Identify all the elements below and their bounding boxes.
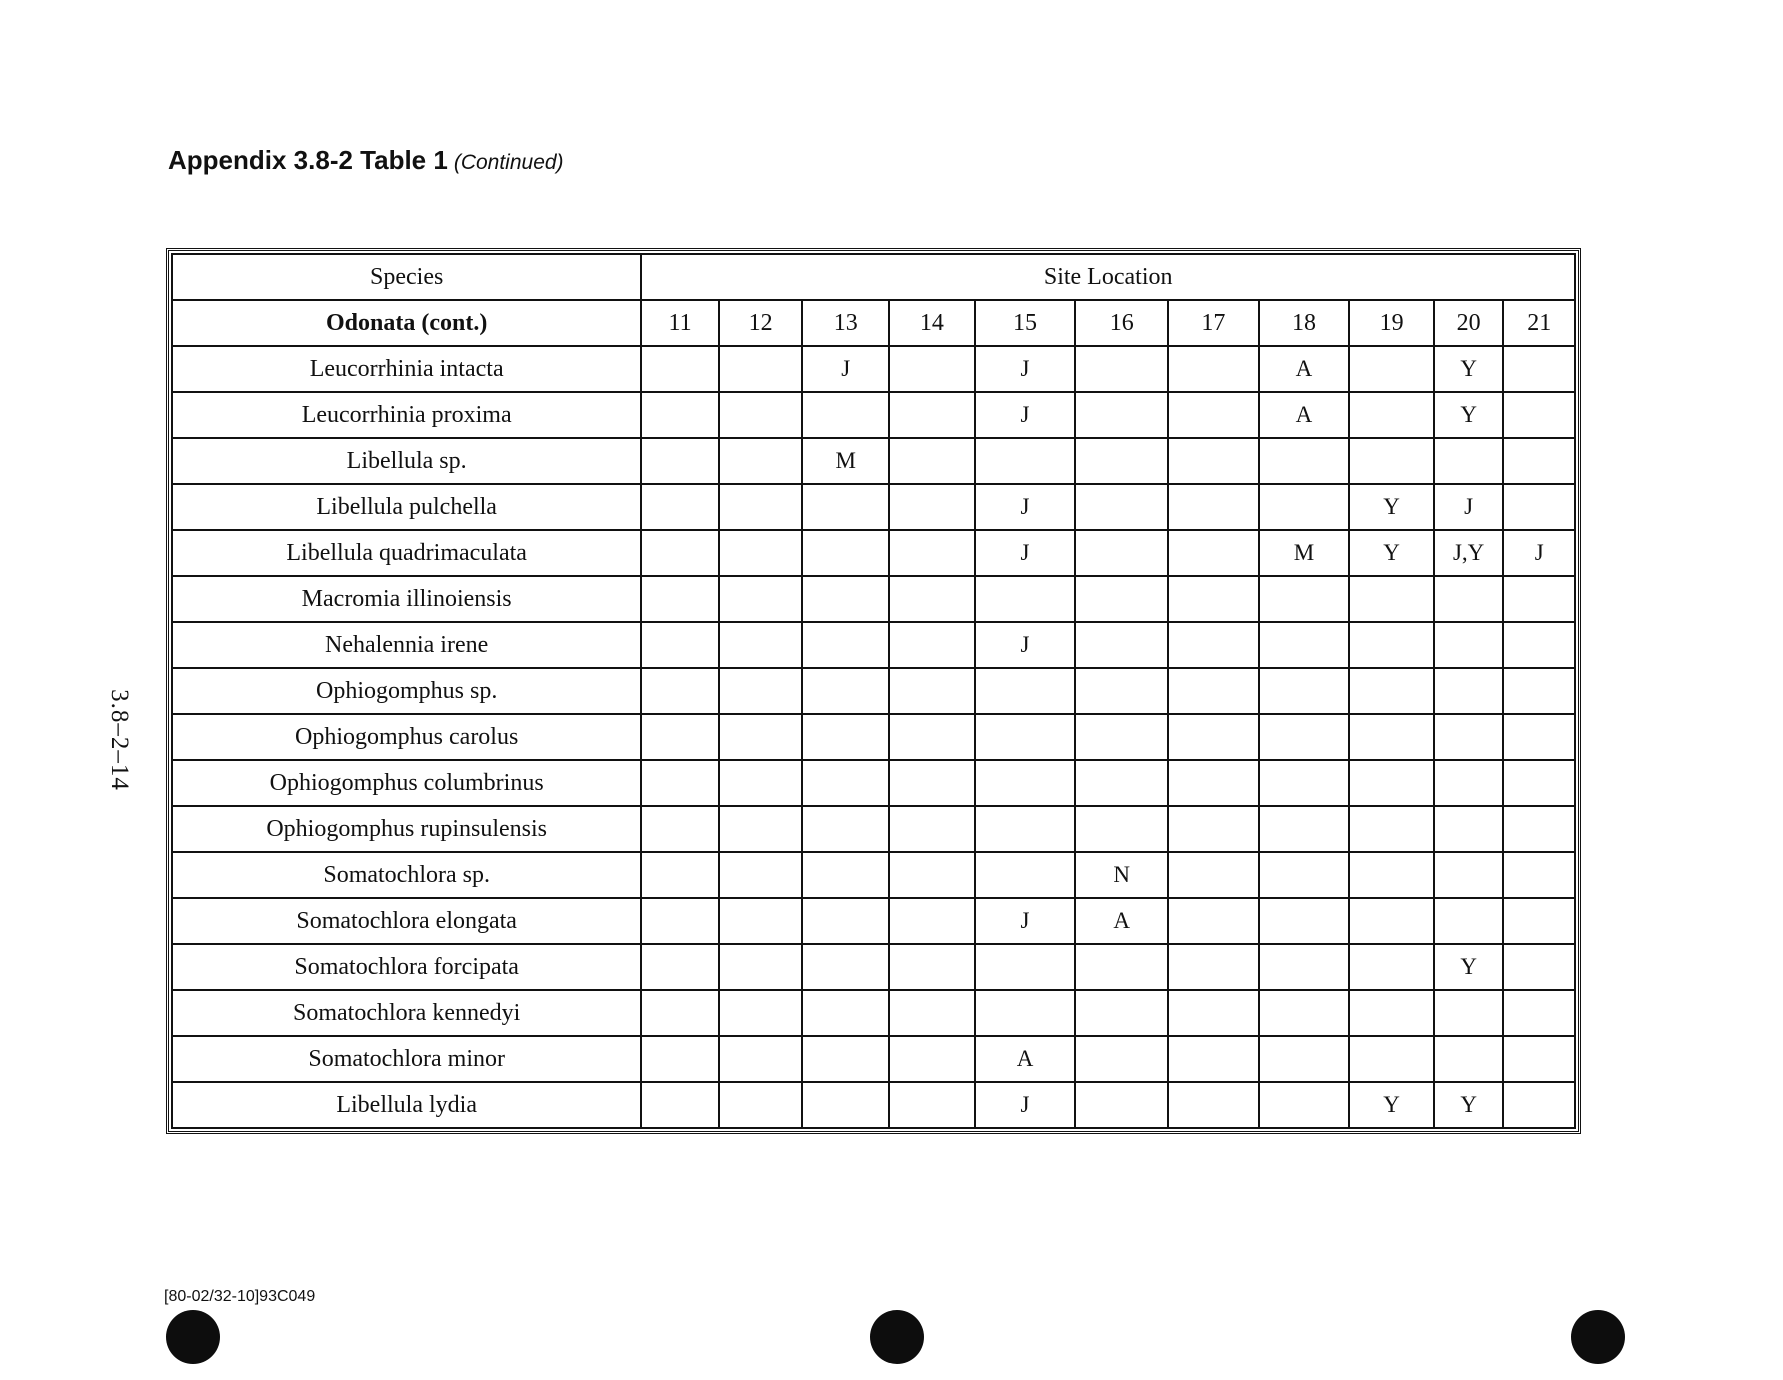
table-row [172, 530, 1575, 576]
site-cell [719, 1082, 803, 1128]
site-cell: J [975, 530, 1076, 576]
site-cell: Y [1434, 346, 1503, 392]
site-cell [889, 346, 975, 392]
site-cell [1075, 760, 1168, 806]
site-cell: Y [1434, 944, 1503, 990]
site-cell [1349, 346, 1434, 392]
site-cell [719, 1036, 803, 1082]
species-name: Somatochlora sp. [172, 852, 641, 898]
site-cell [1503, 346, 1575, 392]
site-cell [1349, 944, 1434, 990]
species-name: Ophiogomphus sp. [172, 668, 641, 714]
site-cell [641, 484, 719, 530]
site-cell [889, 576, 975, 622]
site-cell [802, 484, 889, 530]
site-cell: J [1434, 484, 1503, 530]
site-cell: A [1259, 392, 1350, 438]
table-row [172, 852, 1575, 898]
site-cell [1168, 990, 1259, 1036]
table-row [172, 760, 1575, 806]
site-cell [719, 668, 803, 714]
site-cell [1503, 1036, 1575, 1082]
site-cell [1503, 1082, 1575, 1128]
site-cell [1503, 898, 1575, 944]
site-cell [802, 668, 889, 714]
site-number-header: 16 [1075, 300, 1168, 346]
site-cell [719, 392, 803, 438]
site-cell [889, 484, 975, 530]
site-cell [1075, 1082, 1168, 1128]
site-cell [719, 806, 803, 852]
site-cell [641, 530, 719, 576]
site-cell [975, 668, 1076, 714]
site-cell [719, 760, 803, 806]
site-cell: J [975, 898, 1076, 944]
species-name: Ophiogomphus columbrinus [172, 760, 641, 806]
site-cell [1075, 806, 1168, 852]
site-cell [1075, 622, 1168, 668]
page-number: 3.8–2–14 [106, 689, 133, 791]
site-cell [1503, 392, 1575, 438]
site-cell [1259, 990, 1350, 1036]
site-cell [1259, 438, 1350, 484]
site-cell [1168, 1036, 1259, 1082]
binder-hole-right [1571, 1310, 1625, 1364]
site-cell [802, 392, 889, 438]
site-cell [641, 760, 719, 806]
species-name: Somatochlora minor [172, 1036, 641, 1082]
site-cell [1075, 392, 1168, 438]
species-table [171, 253, 1576, 1129]
site-cell: Y [1349, 1082, 1434, 1128]
site-cell [641, 346, 719, 392]
site-number-header: 13 [802, 300, 889, 346]
species-name: Nehalennia irene [172, 622, 641, 668]
site-cell [719, 530, 803, 576]
site-cell [1503, 438, 1575, 484]
species-name: Libellula pulchella [172, 484, 641, 530]
site-cell [975, 714, 1076, 760]
site-cell: Y [1349, 484, 1434, 530]
site-cell [1434, 806, 1503, 852]
site-cell: M [1259, 530, 1350, 576]
site-cell [802, 1036, 889, 1082]
site-cell [889, 714, 975, 760]
site-cell [1168, 944, 1259, 990]
site-cell [1503, 576, 1575, 622]
site-cell [1259, 852, 1350, 898]
site-cell [975, 806, 1076, 852]
site-cell [719, 714, 803, 760]
site-cell [641, 806, 719, 852]
site-number-header: 20 [1434, 300, 1503, 346]
table-row [172, 1082, 1575, 1128]
site-cell [1168, 898, 1259, 944]
page-title [168, 145, 564, 176]
site-cell [889, 392, 975, 438]
site-cell: A [975, 1036, 1076, 1082]
site-cell [889, 668, 975, 714]
table-row [172, 484, 1575, 530]
site-cell: Y [1349, 530, 1434, 576]
site-location-header: Site Location [641, 254, 1575, 300]
site-number-header: 14 [889, 300, 975, 346]
group-label: Odonata (cont.) [172, 300, 641, 346]
site-cell [1075, 714, 1168, 760]
site-cell [889, 990, 975, 1036]
species-name: Libellula quadrimaculata [172, 530, 641, 576]
site-cell [1503, 484, 1575, 530]
species-name: Somatochlora kennedyi [172, 990, 641, 1036]
site-cell [1503, 760, 1575, 806]
table-row [172, 668, 1575, 714]
site-cell: J [975, 1082, 1076, 1128]
site-cell: A [1259, 346, 1350, 392]
site-cell [719, 622, 803, 668]
species-name: Leucorrhinia intacta [172, 346, 641, 392]
site-cell [1259, 1082, 1350, 1128]
site-cell [1168, 622, 1259, 668]
site-cell [719, 898, 803, 944]
document-code: [80-02/32-10]93C049 [164, 1288, 316, 1305]
site-cell [641, 990, 719, 1036]
site-cell [975, 944, 1076, 990]
site-cell [1503, 806, 1575, 852]
site-number-header: 18 [1259, 300, 1350, 346]
site-cell [1503, 714, 1575, 760]
site-cell [802, 760, 889, 806]
site-cell [641, 438, 719, 484]
site-cell: Y [1434, 1082, 1503, 1128]
site-cell [802, 530, 889, 576]
species-name: Ophiogomphus carolus [172, 714, 641, 760]
site-cell [1259, 622, 1350, 668]
site-cell [802, 944, 889, 990]
site-cell [719, 346, 803, 392]
site-cell: J [975, 346, 1076, 392]
site-number-header: 15 [975, 300, 1076, 346]
site-cell [719, 990, 803, 1036]
site-cell: J,Y [1434, 530, 1503, 576]
site-cell [1075, 530, 1168, 576]
site-cell [975, 760, 1076, 806]
site-cell [1168, 760, 1259, 806]
site-cell [802, 1082, 889, 1128]
site-cell [889, 760, 975, 806]
species-name: Somatochlora elongata [172, 898, 641, 944]
table-title: Appendix 3.8-2 Table 1 [168, 145, 448, 175]
site-cell: J [975, 484, 1076, 530]
table-row [172, 714, 1575, 760]
site-cell [1259, 668, 1350, 714]
site-cell [1349, 622, 1434, 668]
site-cell [1075, 484, 1168, 530]
site-cell [802, 852, 889, 898]
species-name: Ophiogomphus rupinsulensis [172, 806, 641, 852]
site-cell [1075, 990, 1168, 1036]
species-name: Libellula sp. [172, 438, 641, 484]
site-cell [641, 1082, 719, 1128]
site-cell [1259, 806, 1350, 852]
site-cell [719, 852, 803, 898]
site-cell: J [1503, 530, 1575, 576]
site-cell [1168, 1082, 1259, 1128]
site-cell [1503, 990, 1575, 1036]
species-name: Libellula lydia [172, 1082, 641, 1128]
site-cell: N [1075, 852, 1168, 898]
site-cell [641, 898, 719, 944]
site-cell [641, 944, 719, 990]
table-row [172, 438, 1575, 484]
site-cell [1168, 438, 1259, 484]
site-cell [802, 714, 889, 760]
site-cell [1503, 852, 1575, 898]
site-cell [1075, 576, 1168, 622]
site-cell [1259, 1036, 1350, 1082]
site-cell [1434, 438, 1503, 484]
species-column-header: Species [172, 254, 641, 300]
site-cell [1259, 576, 1350, 622]
species-name: Macromia illinoiensis [172, 576, 641, 622]
site-number-row [172, 300, 1575, 346]
site-cell [1075, 1036, 1168, 1082]
site-cell [1434, 990, 1503, 1036]
site-cell [1075, 438, 1168, 484]
site-cell [719, 438, 803, 484]
site-cell: J [975, 622, 1076, 668]
table-row [172, 576, 1575, 622]
site-cell [641, 1036, 719, 1082]
site-cell [641, 622, 719, 668]
site-cell [1075, 668, 1168, 714]
site-cell [889, 1082, 975, 1128]
site-cell [1349, 576, 1434, 622]
site-number-header: 17 [1168, 300, 1259, 346]
site-cell [1434, 576, 1503, 622]
site-cell [1168, 714, 1259, 760]
site-cell [802, 990, 889, 1036]
site-cell [1349, 898, 1434, 944]
site-cell [1349, 668, 1434, 714]
site-cell [975, 576, 1076, 622]
site-cell [1349, 852, 1434, 898]
table-body [172, 346, 1575, 1128]
species-name: Somatochlora forcipata [172, 944, 641, 990]
site-cell: Y [1434, 392, 1503, 438]
site-cell [802, 806, 889, 852]
site-number-header: 12 [719, 300, 803, 346]
site-number-header: 21 [1503, 300, 1575, 346]
site-cell [1349, 714, 1434, 760]
site-cell [889, 1036, 975, 1082]
binder-hole-center [870, 1310, 924, 1364]
table-title-suffix: (Continued) [453, 151, 564, 174]
site-cell [802, 622, 889, 668]
site-cell [1168, 484, 1259, 530]
site-cell [889, 438, 975, 484]
site-cell [1434, 852, 1503, 898]
site-cell [719, 484, 803, 530]
site-cell [719, 576, 803, 622]
table-row [172, 622, 1575, 668]
site-cell [1349, 438, 1434, 484]
site-cell [1434, 898, 1503, 944]
site-cell [1168, 392, 1259, 438]
site-cell [975, 990, 1076, 1036]
species-table-frame [166, 248, 1581, 1134]
site-cell [889, 530, 975, 576]
site-cell [1434, 622, 1503, 668]
site-cell [1168, 806, 1259, 852]
site-number-header: 19 [1349, 300, 1434, 346]
site-cell [1349, 806, 1434, 852]
site-cell [1075, 944, 1168, 990]
site-cell [802, 576, 889, 622]
site-cell [889, 806, 975, 852]
table-row [172, 1036, 1575, 1082]
table-row [172, 944, 1575, 990]
site-cell [1434, 714, 1503, 760]
site-cell [1168, 576, 1259, 622]
site-cell [1259, 898, 1350, 944]
site-cell [1503, 944, 1575, 990]
table-row [172, 346, 1575, 392]
table-row [172, 990, 1575, 1036]
site-cell [1168, 346, 1259, 392]
site-cell: J [802, 346, 889, 392]
site-cell [1434, 1036, 1503, 1082]
site-cell [1168, 530, 1259, 576]
site-cell: A [1075, 898, 1168, 944]
site-number-header: 11 [641, 300, 719, 346]
table-head [172, 254, 1575, 346]
site-cell [1075, 346, 1168, 392]
site-cell [719, 944, 803, 990]
table-row [172, 898, 1575, 944]
site-cell [802, 898, 889, 944]
binder-hole-left [166, 1310, 220, 1364]
site-cell [641, 852, 719, 898]
site-cell: J [975, 392, 1076, 438]
site-cell [1259, 714, 1350, 760]
site-cell [1259, 944, 1350, 990]
site-cell [641, 668, 719, 714]
site-cell [889, 622, 975, 668]
site-cell [1168, 668, 1259, 714]
site-cell [1434, 760, 1503, 806]
site-cell [1349, 392, 1434, 438]
site-cell [1503, 668, 1575, 714]
site-cell [641, 714, 719, 760]
site-cell [889, 944, 975, 990]
site-cell [641, 576, 719, 622]
site-cell [1349, 1036, 1434, 1082]
site-cell [975, 438, 1076, 484]
species-name: Leucorrhinia proxima [172, 392, 641, 438]
site-cell [1434, 668, 1503, 714]
site-cell [1168, 852, 1259, 898]
site-cell [641, 392, 719, 438]
site-cell [975, 852, 1076, 898]
site-cell [1349, 760, 1434, 806]
site-cell [1259, 484, 1350, 530]
header-row [172, 254, 1575, 300]
site-cell [1259, 760, 1350, 806]
site-cell [889, 898, 975, 944]
site-cell [1503, 622, 1575, 668]
site-cell [889, 852, 975, 898]
table-row [172, 392, 1575, 438]
site-cell [1349, 990, 1434, 1036]
table-row [172, 806, 1575, 852]
site-cell: M [802, 438, 889, 484]
